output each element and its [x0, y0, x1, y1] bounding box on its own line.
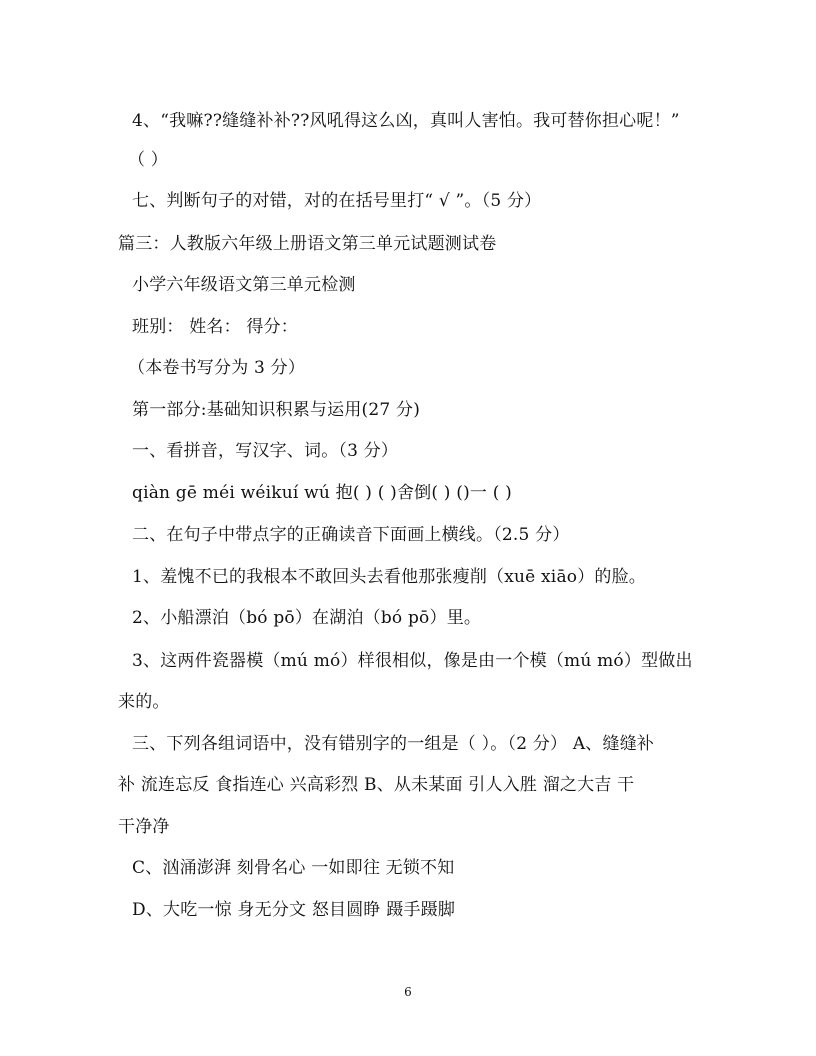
text-line-part-3-title: 篇三：人教版六年级上册语文第三单元试题测试卷	[118, 234, 497, 254]
text-line-question-3: 三、下列各组词语中，没有错别字的一组是（ ）。（2 分） A、缝缝补	[132, 734, 655, 754]
text-line-section-7: 七、判断句子的对错，对的在括号里打“ √ ”。（5 分）	[132, 191, 542, 211]
text-line-answer-bracket: （ ）	[128, 150, 169, 170]
text-line-question-2: 二、在句子中带点字的正确读音下面画上横线。（2.5 分）	[132, 525, 570, 545]
text-line-sentence-3: 3、这两件瓷器模（mú mó）样很相似，像是由一个模（mú mó）型做出	[132, 651, 693, 671]
text-line-student-info: 班别： 姓名： 得分：	[132, 317, 299, 337]
text-line-sentence-1: 1、羞愧不已的我根本不敢回头去看他那张瘦削（xuē xiāo）的脸。	[132, 567, 647, 587]
text-line-option-c: C、汹涌澎湃 刻骨名心 一如即往 无锁不知	[132, 858, 455, 878]
text-line-question-1: 一、看拼音，写汉字、词。（3 分）	[132, 441, 399, 461]
text-line-exam-title: 小学六年级语文第三单元检测	[132, 275, 356, 295]
text-line-part-1: 第一部分:基础知识积累与运用(27 分)	[132, 400, 421, 420]
text-line-option-d: D、大吃一惊 身无分文 怒目圆睁 蹑手蹑脚	[132, 900, 456, 920]
text-line-question-3-cont: 补 流连忘反 食指连心 兴高彩烈 B、从未某面 引人入胜 溜之大吉 干	[118, 775, 635, 795]
text-line-writing-score: （本卷书写分为 3 分）	[128, 358, 306, 378]
text-line-question-3-cont-2: 干净净	[118, 817, 170, 837]
text-line-sentence-3-cont: 来的。	[118, 692, 170, 712]
text-line-pinyin: qiàn gē méi wéikuí wú 抱( ) ( )舍倒( ) ()一 ( )	[132, 483, 512, 503]
text-line-question-4: 4、“我嘛??缝缝补补??风吼得这么凶，真叫人害怕。我可替你担心呢！”	[132, 111, 680, 131]
page-number: 6	[404, 985, 412, 999]
text-line-sentence-2: 2、小船漂泊（bó pō）在湖泊（bó pō）里。	[132, 608, 482, 628]
